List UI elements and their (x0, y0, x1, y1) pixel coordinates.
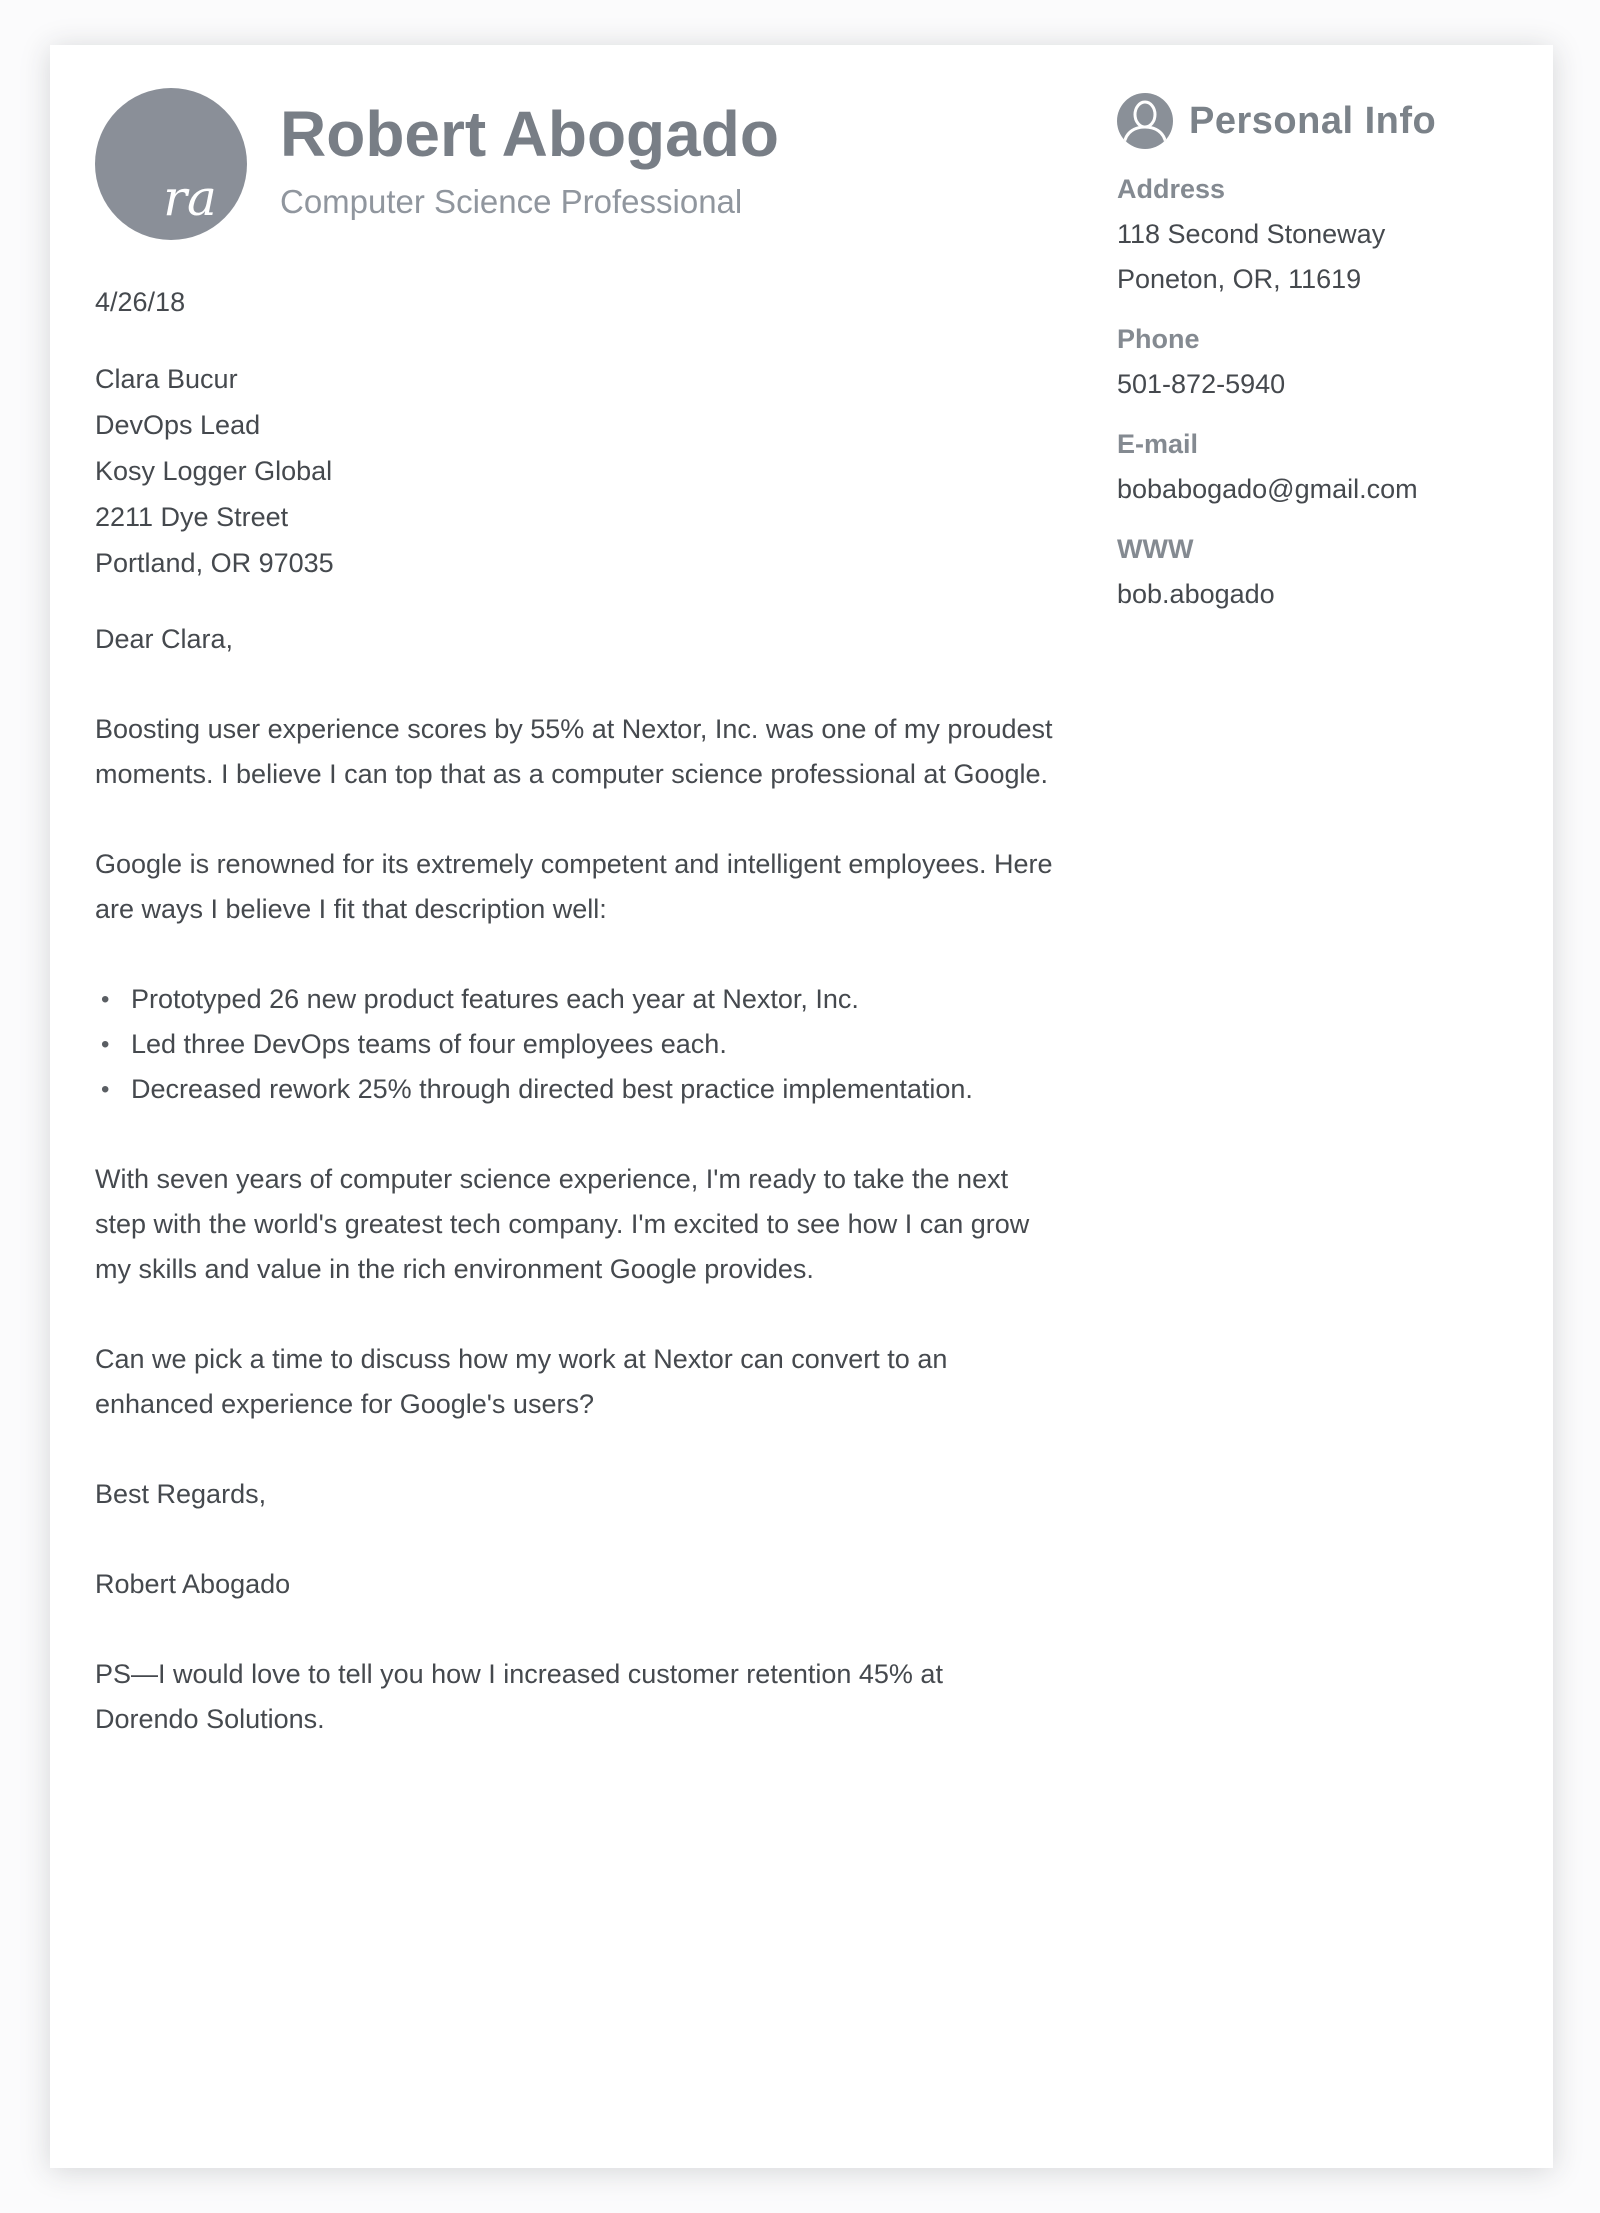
personal-info-panel (1117, 93, 1527, 632)
info-group-phone (1117, 317, 1527, 407)
info-label: E-mail (1117, 429, 1199, 459)
info-label: WWW (1117, 534, 1194, 564)
paragraph: Can we pick a time to discuss how my work at Nextor can convert to an enhanced experience for Google's users? (95, 1344, 948, 1419)
paragraph: Boosting user experience scores by 55% at Nextor, Inc. was one of my proudest moments. I believe I can top that as a computer science professional at Google. (95, 714, 1053, 789)
list-item: • Prototyped 26 new product features each year at Nextor, Inc. (95, 977, 1053, 1022)
recipient-city: Portland, OR 97035 (95, 548, 334, 578)
recipient-role: DevOps Lead (95, 410, 261, 440)
closing: Best Regards, (95, 1479, 267, 1509)
info-value: Poneton, OR, 11619 (1117, 264, 1362, 294)
achievement-list (95, 977, 1053, 1112)
page-title: Robert Abogado (280, 98, 779, 170)
info-value: 501-872-5940 (1117, 369, 1286, 399)
signature: Robert Abogado (95, 1569, 291, 1599)
personal-info-title: Personal Info (1189, 99, 1437, 142)
info-label: Phone (1117, 324, 1200, 354)
letter-body (95, 280, 1053, 1787)
info-value: bobabogado@gmail.com (1117, 474, 1418, 504)
list-item: • Led three DevOps teams of four employees each. (95, 1022, 1053, 1067)
recipient-block (95, 356, 1053, 586)
postscript: PS—I would love to tell you how I increased customer retention 45% at Dorendo Solutions. (95, 1659, 943, 1734)
letter-page (50, 45, 1553, 2168)
person-icon (1117, 93, 1173, 149)
info-value: bob.abogado (1117, 579, 1275, 609)
info-group-email (1117, 422, 1527, 512)
recipient-name: Clara Bucur (95, 364, 238, 394)
info-group-address (1117, 167, 1527, 302)
recipient-company: Kosy Logger Global (95, 456, 333, 486)
identity-block (280, 98, 779, 220)
recipient-street: 2211 Dye Street (95, 502, 289, 532)
info-label: Address (1117, 174, 1226, 204)
personal-info-header (1117, 93, 1527, 149)
job-title: Computer Science Professional (280, 183, 743, 220)
avatar (95, 88, 247, 240)
list-item: • Decreased rework 25% through directed best practice implementation. (95, 1067, 1053, 1112)
paragraph: Google is renowned for its extremely competent and intelligent employees. Here are ways I believe I fit that description well: (95, 849, 1053, 924)
paragraph: With seven years of computer science experience, I'm ready to take the next step with the world's greatest tech company. I'm excited to see how I can grow my skills and value in the rich environment Google provides. (95, 1164, 1030, 1284)
letter-date: 4/26/18 (95, 287, 186, 317)
salutation: Dear Clara, (95, 624, 234, 654)
info-group-www (1117, 527, 1527, 617)
info-value: 118 Second Stoneway (1117, 219, 1386, 249)
avatar-initials: ra (163, 169, 217, 227)
